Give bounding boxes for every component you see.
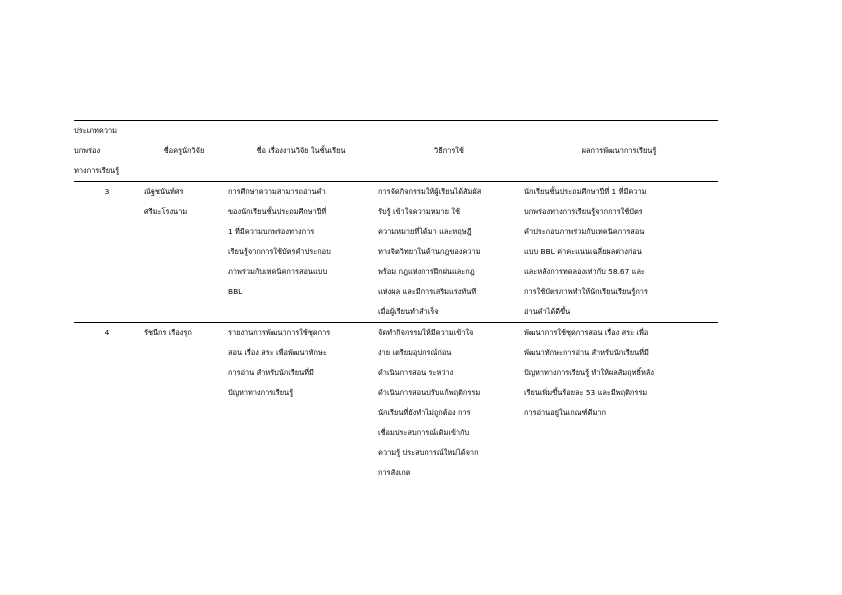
method-line: ดำเนินการสอนปรับแก้พฤติกรรม	[378, 388, 481, 397]
method-line: ความรู้ ประสบการณ์ใหม่ได้จาก	[378, 448, 479, 457]
title-line: เรียนรู้จากการใช้บัตรคำประกอบ	[228, 247, 331, 256]
title-line: ของนักเรียนชั้นประถมศึกษาปีที่	[228, 207, 327, 216]
result-line: เรียนเพิ่มขึ้นร้อยละ 53 และมีพฤติกรรม	[524, 388, 648, 397]
result-line: พัฒนาการใช้ชุดการสอน เรื่อง สระ เพื่อ	[524, 328, 649, 337]
table-header-row	[74, 121, 718, 182]
result-line: การใช้บัตรภาพทำให้นักเรียนเรียนรู้การ	[524, 287, 648, 296]
header-type	[74, 121, 144, 182]
method-line: นักเรียนที่ยังทำไม่ถูกต้อง การ	[378, 408, 471, 417]
title-line: รายงานการพัฒนาการใช้ชุดการ	[228, 328, 331, 337]
row-title	[228, 323, 378, 484]
researcher-line: รัชนีกร เรืองรุก	[144, 328, 192, 337]
method-line: ความหมายที่ได้มา และทฤษฎี	[378, 227, 472, 236]
header-researcher	[144, 121, 228, 182]
result-line: ปัญหาทางการเรียนรู้ ทำให้ผลสัมฤทธิ์หลัง	[524, 368, 655, 377]
header-type-line: บกพร่อง	[74, 146, 101, 155]
row-number-text: 4	[104, 328, 110, 337]
result-line: แบบ BBL ค่าคะแนนเฉลี่ยผลต่างก่อน	[524, 247, 642, 256]
header-method-text: วิธีการใช้	[434, 146, 464, 155]
title-line: 1 ที่มีความบกพร่องทางการ	[228, 227, 315, 236]
method-line: พร้อม กฎแห่งการฝึกฝนและกฎ	[378, 267, 475, 276]
title-line: ภาพร่วมกับเทคนิคการสอนแบบ	[228, 267, 328, 276]
row-number-text: 3	[104, 187, 110, 196]
row-result	[524, 182, 718, 323]
header-method	[378, 121, 524, 182]
title-line: ปัญหาทางการเรียนรู้	[228, 388, 294, 397]
method-line: เชื่อมประสบการณ์เดิมเข้ากับ	[378, 428, 470, 437]
result-line: และหลังการทดลองเท่ากับ 58.67 และ	[524, 267, 645, 276]
table-row	[74, 323, 718, 484]
header-researcher-text: ชื่อครูนักวิจัย	[163, 146, 205, 155]
title-line: สอน เรื่อง สระ เพื่อพัฒนาทักษะ	[228, 348, 327, 357]
research-table	[74, 120, 718, 483]
method-line: แห่งผล และมีการเสริมแรงทันที	[378, 287, 477, 296]
row-method	[378, 323, 524, 484]
researcher-line: ศรีมะโรงนาม	[144, 207, 188, 216]
method-line: การจัดกิจกรรมให้ผู้เรียนได้สัมผัส	[378, 187, 482, 196]
row-result	[524, 323, 718, 484]
method-line: เมื่อผู้เรียนทำสำเร็จ	[378, 307, 439, 316]
row-number	[74, 323, 144, 484]
method-line: ง่าย เตรียมอุปกรณ์ก่อน	[378, 348, 452, 357]
method-line: การสังเกต	[378, 468, 411, 477]
title-line: BBL	[228, 287, 243, 296]
method-line: ทางจิตวิทยาในด้านกฎของความ	[378, 247, 481, 256]
method-line: จัดทำกิจกรรมให้มีความเข้าใจ	[378, 328, 474, 337]
row-researcher	[144, 182, 228, 323]
header-result	[524, 121, 718, 182]
method-line: ดำเนินการสอน ระหว่าง	[378, 368, 454, 377]
result-line: การอ่านอยู่ในเกณฑ์ดีมาก	[524, 408, 606, 417]
header-title-text: ชื่อ เรื่องงานวิจัย ในชั้นเรียน	[256, 146, 346, 155]
result-line: พัฒนาทักษะการอ่าน สำหรับนักเรียนที่มี	[524, 348, 649, 357]
header-type-line: ประเภทความ	[74, 126, 118, 135]
row-method	[378, 182, 524, 323]
result-line: คำประกอบภาพร่วมกับเทคนิคการสอน	[524, 227, 645, 236]
header-type-line: ทางการเรียนรู้	[74, 166, 120, 175]
result-line: บกพร่องทางการเรียนรู้จากการใช้บัตร	[524, 207, 643, 216]
header-title	[228, 121, 378, 182]
table-row	[74, 182, 718, 323]
result-line: นักเรียนชั้นประถมศึกษาปีที่ 1 ที่มีความ	[524, 187, 647, 196]
row-number	[74, 182, 144, 323]
result-line: อ่านคำได้ดีขึ้น	[524, 307, 571, 316]
researcher-line: ณัฐชนันท์ศร	[144, 187, 184, 196]
title-line: การศึกษาความสามารถอ่านคำ	[228, 187, 326, 196]
title-line: การอ่าน สำหรับนักเรียนที่มี	[228, 368, 314, 377]
header-result-text: ผลการพัฒนาการเรียนรู้	[581, 146, 657, 155]
row-researcher	[144, 323, 228, 484]
method-line: รับรู้ เข้าใจความหมาย ใช้	[378, 207, 460, 216]
row-title	[228, 182, 378, 323]
